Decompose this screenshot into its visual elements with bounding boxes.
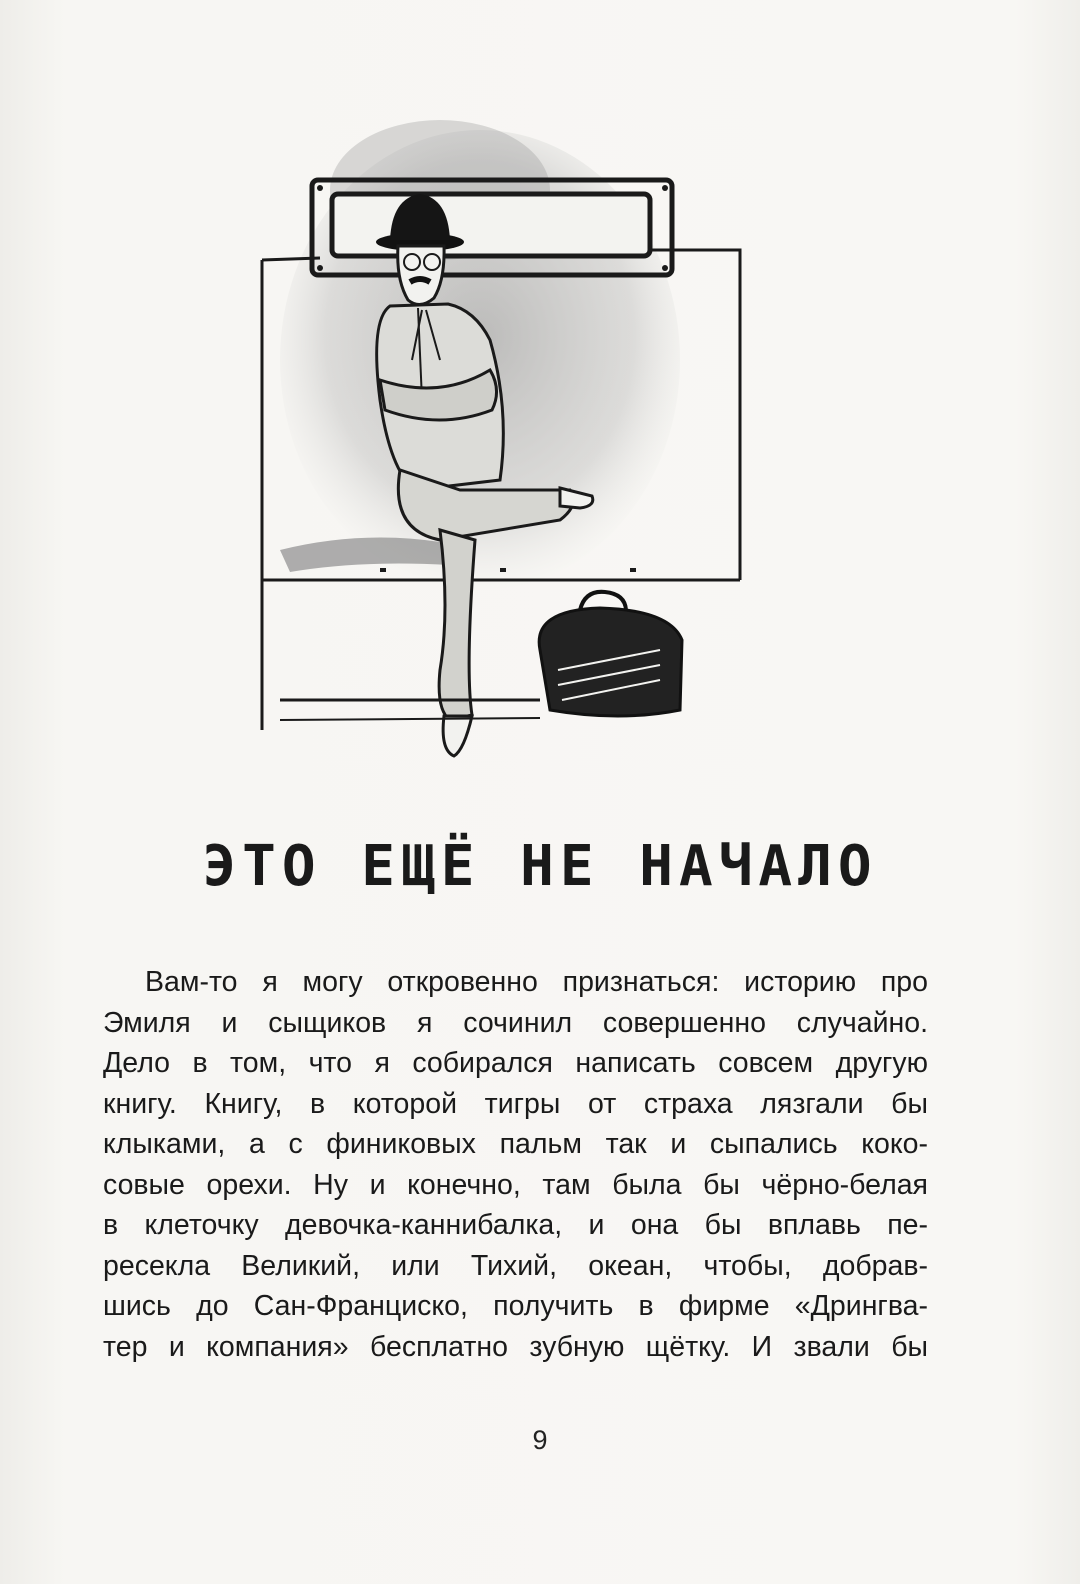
chapter-title: ЭТО ЕЩЁ НЕ НАЧАЛО: [202, 834, 878, 899]
text-line: Вам-то я могу откровенно признаться: историю про: [145, 966, 928, 998]
body-text: [103, 962, 928, 1367]
text-line: клыками, а с финиковых пальм так и сыпались коко-: [103, 1128, 928, 1160]
text-line: Эмиля и сыщиков я сочинил совершенно случайно.: [103, 1006, 928, 1039]
text-line: в клеточку девочка-каннибалка, и она бы вплавь пе-: [103, 1209, 928, 1241]
text-line: совые орехи. Ну и конечно, там была бы чёрно-белая: [103, 1168, 928, 1201]
page-number: 9: [532, 1425, 548, 1455]
text-line: ресекла Великий, или Тихий, океан, чтобы, добрав-: [103, 1249, 928, 1282]
text-line: тер и компания» бесплатно зубную щётку. И звали бы: [103, 1330, 928, 1363]
text-line: Дело в том, что я собирался написать совсем другую: [103, 1047, 928, 1079]
man-in-bowler-hat-illustration: [240, 110, 760, 770]
text-line: книгу. Книгу, в которой тигры от страха лязгали бы: [103, 1087, 928, 1120]
text-line: шись до Сан-Франциско, получить в фирме «Дрингва-: [103, 1290, 928, 1322]
